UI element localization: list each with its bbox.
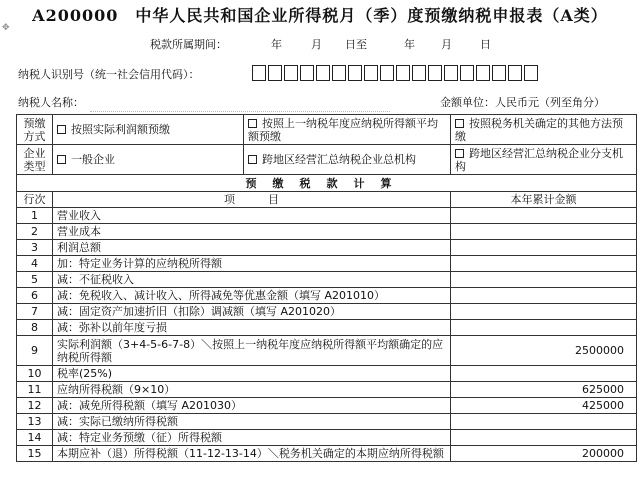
row-number: 10 [17,366,53,382]
prepay-method-label: 预缴方式 [17,115,53,145]
checkbox-icon[interactable] [57,125,66,134]
enterprise-option-label: 一般企业 [71,153,115,166]
row-number: 3 [17,240,53,256]
row-number: 7 [17,304,53,320]
row-item: 减：不征税收入 [53,272,451,288]
taxpayer-id-digit-box[interactable] [364,65,378,81]
taxpayer-id-digit-box[interactable] [268,65,282,81]
table-row [17,366,637,382]
taxpayer-id-digit-box[interactable] [284,65,298,81]
prepay-option-label: 按照上一纳税年度应纳税所得额平均额预缴 [248,116,438,143]
taxpayer-id-digit-box[interactable] [428,65,442,81]
enterprise-option-label: 跨地区经营汇总纳税企业分支机构 [455,146,623,173]
row-amount[interactable] [451,366,637,382]
taxpayer-id-digit-box[interactable] [348,65,362,81]
table-row [17,382,637,398]
table-row [17,304,637,320]
prepay-option-label: 按照税务机关确定的其他方法预缴 [455,116,623,143]
taxpayer-id-digit-box[interactable] [492,65,506,81]
row-item: 加：特定业务计算的应纳税所得额 [53,256,451,272]
row-amount[interactable] [451,304,637,320]
row-number: 12 [17,398,53,414]
table-move-handle-icon[interactable]: ✥ [2,23,10,33]
row-number: 2 [17,224,53,240]
row-item: 利润总额 [53,240,451,256]
row-amount[interactable] [451,320,637,336]
row-number: 4 [17,256,53,272]
enterprise-option-label: 跨地区经营汇总纳税企业总机构 [262,153,416,166]
row-amount[interactable] [451,224,637,240]
row-number: 9 [17,336,53,366]
checkbox-icon[interactable] [248,119,257,128]
table-row [17,414,637,430]
row-item: 营业收入 [53,208,451,224]
section-title: 预缴税款计算 [17,175,637,192]
amount-unit-label: 金额单位：人民币元（列至角分） [440,96,605,109]
table-row [17,446,637,462]
taxpayer-name-field[interactable] [90,94,390,112]
row-amount[interactable] [451,430,637,446]
row-item: 实际利润额（3+4-5-6-7-8）＼按照上一纳税年度应纳税所得额平均额确定的应纳税所得额 [53,336,451,366]
table-row [17,430,637,446]
column-header-row-no: 行次 [17,192,53,208]
column-header-item: 项 目 [53,192,451,208]
period-end-day[interactable]: 日 [480,38,491,51]
checkbox-icon[interactable] [57,155,66,164]
tax-return-table [16,114,637,462]
prepay-option-tax-authority[interactable] [451,115,637,145]
row-number: 6 [17,288,53,304]
taxpayer-id-label: 纳税人识别号（统一社会信用代码）： [18,68,200,81]
row-amount[interactable] [451,288,637,304]
table-row [17,240,637,256]
taxpayer-id-digit-box[interactable] [332,65,346,81]
enterprise-option-branch[interactable] [451,145,637,175]
taxpayer-id-digit-box[interactable] [476,65,490,81]
row-item: 减：免税收入、减计收入、所得减免等优惠金额（填写 A201010） [53,288,451,304]
table-row [17,224,637,240]
row-number: 14 [17,430,53,446]
table-row [17,288,637,304]
table-row [17,272,637,288]
taxpayer-id-boxes[interactable] [252,65,538,81]
taxpayer-id-digit-box[interactable] [300,65,314,81]
row-number: 11 [17,382,53,398]
taxpayer-id-digit-box[interactable] [524,65,538,81]
table-row [17,336,637,366]
row-amount[interactable] [451,208,637,224]
row-amount[interactable]: 2500000 [451,336,637,366]
row-item: 减：弥补以前年度亏损 [53,320,451,336]
table-row [17,398,637,414]
form-title: A200000 中华人民共和国企业所得税月（季）度预缴纳税申报表（A类） [32,6,608,25]
column-header-amount: 本年累计金额 [451,192,637,208]
period-end-month[interactable]: 月 [441,38,452,51]
taxpayer-id-digit-box[interactable] [396,65,410,81]
checkbox-icon[interactable] [455,149,464,158]
prepay-option-label: 按照实际利润额预缴 [71,123,170,136]
row-item: 本期应补（退）所得税额（11-12-13-14）＼税务机关确定的本期应纳所得税额 [53,446,451,462]
enterprise-type-label: 企业类型 [17,145,53,175]
row-number: 13 [17,414,53,430]
row-amount[interactable] [451,240,637,256]
period-end-year[interactable]: 年 [404,38,415,51]
row-item: 应纳所得税额（9×10） [53,382,451,398]
row-number: 8 [17,320,53,336]
taxpayer-id-digit-box[interactable] [444,65,458,81]
taxpayer-id-digit-box[interactable] [508,65,522,81]
taxpayer-id-digit-box[interactable] [316,65,330,81]
prepay-option-actual-profit[interactable] [53,115,244,145]
checkbox-icon[interactable] [248,155,257,164]
checkbox-icon[interactable] [455,119,464,128]
taxpayer-name-label: 纳税人名称： [18,96,84,109]
row-item: 营业成本 [53,224,451,240]
row-item: 减：实际已缴纳所得税额 [53,414,451,430]
period-start-month[interactable]: 月 [311,38,322,51]
period-label: 税款所属期间： [150,38,227,51]
table-row [17,320,637,336]
period-start-day[interactable]: 日至 [345,38,367,51]
taxpayer-id-digit-box[interactable] [412,65,426,81]
row-amount[interactable] [451,414,637,430]
row-item: 减：减免所得税额（填写 A201030） [53,398,451,414]
enterprise-option-head-office[interactable] [244,145,451,175]
row-amount[interactable]: 625000 [451,382,637,398]
prepay-option-prior-year-average[interactable] [244,115,451,145]
taxpayer-id-digit-box[interactable] [252,65,266,81]
row-number: 5 [17,272,53,288]
row-item: 税率(25%) [53,366,451,382]
row-amount[interactable]: 200000 [451,446,637,462]
row-item: 减：特定业务预缴（征）所得税额 [53,430,451,446]
row-number: 15 [17,446,53,462]
row-item: 减：固定资产加速折旧（扣除）调减额（填写 A201020） [53,304,451,320]
taxpayer-id-digit-box[interactable] [460,65,474,81]
taxpayer-id-digit-box[interactable] [380,65,394,81]
table-row [17,256,637,272]
row-number: 1 [17,208,53,224]
period-start-year[interactable]: 年 [271,38,282,51]
enterprise-option-general[interactable] [53,145,244,175]
table-row [17,208,637,224]
row-amount[interactable]: 425000 [451,398,637,414]
row-amount[interactable] [451,272,637,288]
row-amount[interactable] [451,256,637,272]
